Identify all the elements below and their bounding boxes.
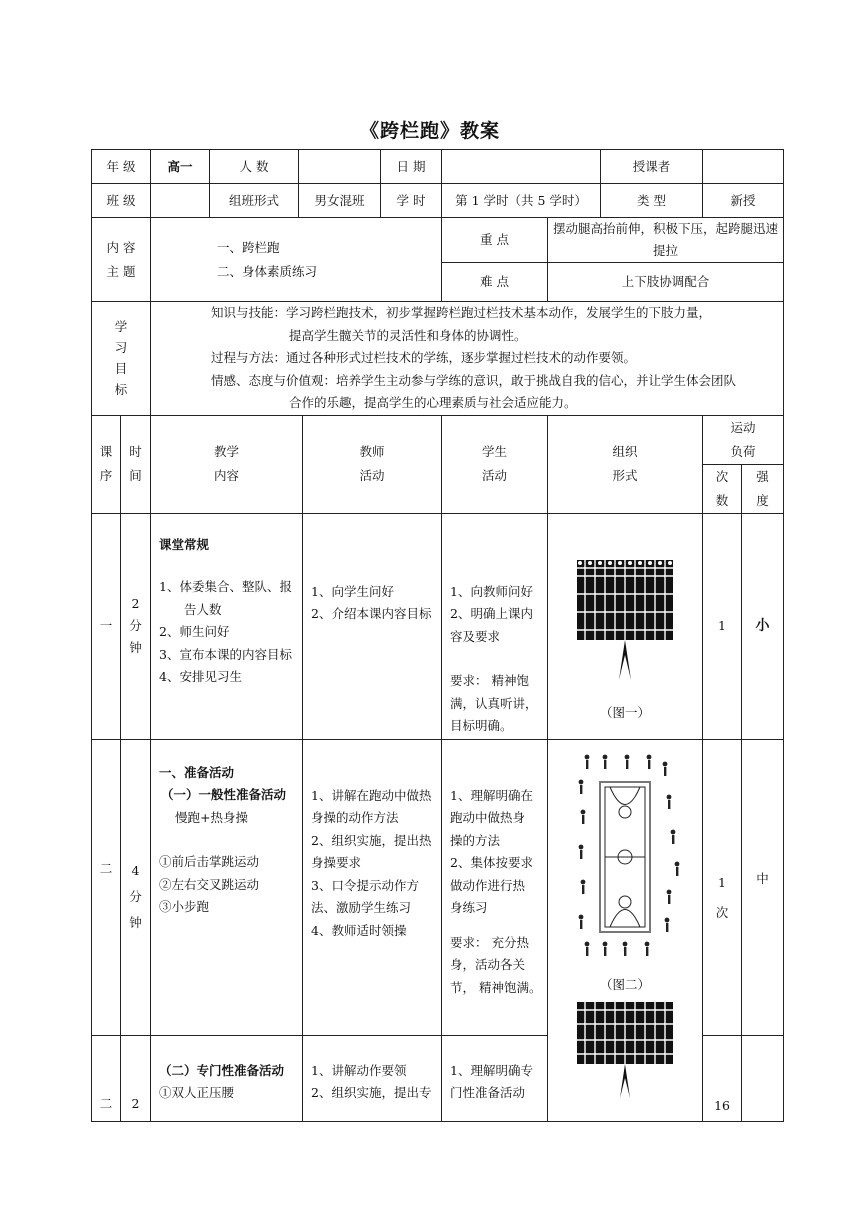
section1-time	[121, 513, 151, 739]
formation-figure-2	[575, 1002, 675, 1098]
section3-item: ①双人正压腰	[159, 1085, 235, 1100]
section1-student-line	[450, 648, 543, 670]
section2-student-line: 要求： 充分热	[450, 934, 529, 950]
col-org-1: 组织	[612, 444, 638, 459]
col-content-1: 教学	[214, 444, 240, 459]
goals-text	[151, 302, 784, 416]
section2-student-line: 跑动中做热身	[450, 810, 526, 825]
section2-intensity: 中	[742, 739, 784, 1035]
figure2-caption: （图二）	[600, 976, 651, 992]
section1-student-line: 目标明确。	[450, 718, 513, 733]
section1-teacher-line: 1、向学生问好	[311, 583, 394, 599]
content-label	[92, 218, 151, 302]
goal-line-2: 提高学生髋关节的灵活性和身体的协调性。	[289, 327, 527, 343]
content-label-line2: 主 题	[106, 263, 136, 279]
section2-teacher-line: 法、激励学生练习	[311, 900, 412, 915]
goals-label-char: 习	[114, 340, 128, 356]
org-label: 组班形式	[210, 184, 299, 217]
difficulty-value: 上下肢协调配合	[548, 263, 784, 302]
section2-teacher-line: 身操的动作方法	[311, 810, 399, 825]
section3-teacher	[303, 1035, 442, 1121]
section1-content-line: 3、宣布本课的内容目标	[159, 646, 292, 662]
section2-teacher-line: 2、组织实施，提出热	[311, 832, 432, 848]
formation-figure-1	[575, 560, 675, 680]
col-content-2: 内容	[214, 468, 240, 483]
section2-student-line: 操的方法	[450, 832, 501, 848]
section2-time-3: 钟	[129, 914, 142, 930]
key-label-text: 重 点	[480, 232, 509, 247]
col-load-1: 运动	[730, 419, 756, 435]
section3-student-line: 门性准备活动	[450, 1085, 526, 1100]
col-teacher-2: 活动	[359, 468, 385, 483]
col-seq-2: 序	[99, 468, 113, 483]
col-intensity-1: 强	[756, 468, 769, 484]
grade-label: 年 级	[92, 150, 151, 184]
section2-content-line: ③小步跑	[159, 899, 210, 914]
goal-line-3: 过程与方法：通过各种形式过栏技术的学练，逐步掌握过栏技术的动作要领。	[211, 350, 637, 365]
section2-time	[121, 739, 151, 1035]
hours-value: 第 1 学时（共 5 学时）	[442, 184, 601, 217]
type-label: 类 型	[637, 193, 667, 208]
class-label: 班 级	[92, 184, 151, 218]
col-student	[442, 415, 548, 513]
section2-times-2: 次	[715, 904, 729, 920]
col-times-1: 次	[715, 468, 729, 484]
section1-formation	[548, 513, 703, 739]
section3-intensity	[742, 1035, 784, 1121]
goals-label-char: 目	[114, 361, 128, 377]
section1-content-line: 告人数	[184, 601, 222, 617]
section2-formation	[548, 739, 703, 1121]
difficulty-label: 难 点	[442, 263, 548, 302]
lesson-plan-table	[91, 149, 784, 1122]
key-point-label	[442, 218, 548, 263]
col-content	[151, 415, 303, 513]
goal-line-5: 合作的乐趣，提高学生的心理素质与社会适应能力。	[289, 395, 577, 410]
section3-teacher-line: 2、组织实施，提出专	[311, 1085, 432, 1100]
section2-teacher-line: 4、教师适时领操	[311, 922, 407, 938]
figure1-caption: （图一）	[600, 704, 651, 720]
col-teacher	[303, 415, 442, 513]
col-time	[121, 415, 151, 513]
section2-content-line: ②左右交叉跳运动	[159, 876, 260, 892]
section2-time-1: 4	[131, 862, 140, 878]
content-items	[151, 218, 442, 302]
type-value: 新授	[703, 184, 784, 218]
date-value	[442, 150, 601, 183]
section2-seq: 二	[92, 739, 121, 1035]
col-student-1: 学生	[482, 444, 508, 459]
section2-student-line: 2、集体按要求	[450, 855, 533, 870]
section3-teacher-line: 1、讲解动作要领	[311, 1062, 407, 1078]
org-value: 男女混班	[314, 193, 365, 208]
section1-student-line: 1、向教师问好	[450, 583, 533, 599]
court-formation-figure	[565, 752, 685, 962]
section1-student-line: 满，认真听讲，	[450, 695, 538, 711]
section1-time-3: 钟	[129, 640, 142, 655]
col-seq-1: 课	[99, 444, 113, 459]
grade-value: 高一	[151, 150, 210, 183]
section2-student-line: 身练习	[450, 900, 488, 915]
section1-content	[151, 513, 303, 739]
section1-teacher	[303, 513, 442, 739]
col-times	[703, 464, 742, 513]
section3-time: 2	[121, 1035, 151, 1121]
col-load-2: 负荷	[730, 443, 756, 459]
section1-content-line: 4、安排见习生	[159, 669, 242, 684]
section2-times-1: 1	[718, 874, 726, 890]
section2-sub1: （一）一般性准备活动	[161, 787, 287, 802]
section1-heading: 课堂常规	[159, 536, 210, 552]
col-org	[548, 415, 703, 513]
section3-student-line: 1、理解明确专	[450, 1062, 533, 1078]
section2-teacher-line: 身操要求	[311, 855, 362, 870]
col-org-2: 形式	[612, 468, 638, 483]
col-load	[703, 415, 784, 464]
section1-teacher-line: 2、介绍本课内容目标	[311, 606, 432, 621]
goals-label-char: 标	[114, 382, 128, 398]
goal-line-1: 知识与技能：学习跨栏跑技术，初步掌握跨栏跑过栏技术基本动作，发展学生的下肢力量，	[211, 305, 712, 320]
section2-student-line: 做动作进行热	[450, 877, 526, 893]
col-intensity	[742, 464, 784, 513]
section1-student	[442, 513, 548, 739]
section1-content-line: 1、体委集合、整队、报	[159, 579, 292, 594]
section3-seq: 二	[92, 1035, 121, 1121]
goals-label	[92, 302, 151, 416]
section1-student-line: 容及要求	[450, 628, 501, 644]
section3-student	[442, 1035, 548, 1121]
teacher-value	[703, 150, 784, 184]
section2-student-line	[450, 920, 543, 932]
section3-sub2: （二）专门性准备活动	[159, 1062, 285, 1078]
section2-student-line: 节， 精神饱满。	[450, 979, 542, 995]
content-label-line1: 内 容	[106, 239, 136, 255]
hours-label: 学 时	[380, 184, 441, 217]
section2-student-line: 1、理解明确在	[450, 787, 533, 803]
section1-student-line: 2、明确上课内	[450, 606, 533, 621]
col-time-2: 间	[129, 468, 142, 483]
section2-student-line: 身，活动各关	[450, 957, 526, 972]
col-seq	[92, 415, 121, 513]
class-value	[151, 184, 210, 217]
goal-line-4: 情感、态度与价值观：培养学生主动参与学练的意识，敢于挑战自我的信心，并让学生体会团队	[211, 372, 737, 388]
section2-student	[442, 739, 548, 1035]
col-teacher-1: 教师	[359, 444, 385, 459]
section1-content-line: 2、师生问好	[159, 624, 230, 639]
col-student-2: 活动	[482, 468, 508, 483]
key-point-value: 摆动腿高抬前伸，积极下压，起跨腿迅速提拉	[548, 218, 784, 263]
section1-intensity: 小	[742, 513, 784, 739]
section1-times: 1	[703, 513, 742, 739]
date-label: 日 期	[380, 150, 441, 183]
section3-content	[151, 1035, 303, 1121]
count-label: 人 数	[210, 150, 299, 183]
section1-time-2: 分	[129, 618, 142, 633]
section2-teacher-line: 1、讲解在跑动中做热	[311, 787, 432, 803]
section2-sub1-item: 慢跑+热身操	[175, 809, 248, 825]
col-intensity-2: 度	[756, 492, 769, 508]
section2-teacher-line: 3、口令提示动作方	[311, 877, 419, 893]
section2-teacher	[303, 739, 442, 1035]
goals-label-char: 学	[114, 319, 128, 335]
page-title: 《跨栏跑》教案	[359, 120, 500, 142]
content-item-2: 二、身体素质练习	[217, 263, 318, 279]
teacher-label: 授课者	[632, 159, 671, 174]
content-item-1: 一、跨栏跑	[217, 239, 280, 255]
section2-content-line: ①前后击掌跳运动	[159, 854, 260, 869]
section1-time-1: 2	[131, 596, 140, 611]
section2-time-2: 分	[129, 888, 142, 904]
count-value	[299, 150, 380, 183]
section1-student-line: 要求： 精神饱	[450, 673, 529, 688]
section3-times: 16	[703, 1035, 742, 1121]
section2-heading: 一、准备活动	[159, 764, 235, 780]
section1-seq: 一	[92, 513, 121, 739]
section2-content	[151, 739, 303, 1035]
section2-times	[703, 739, 742, 1035]
col-time-1: 时	[129, 444, 142, 459]
col-times-2: 数	[715, 492, 729, 508]
